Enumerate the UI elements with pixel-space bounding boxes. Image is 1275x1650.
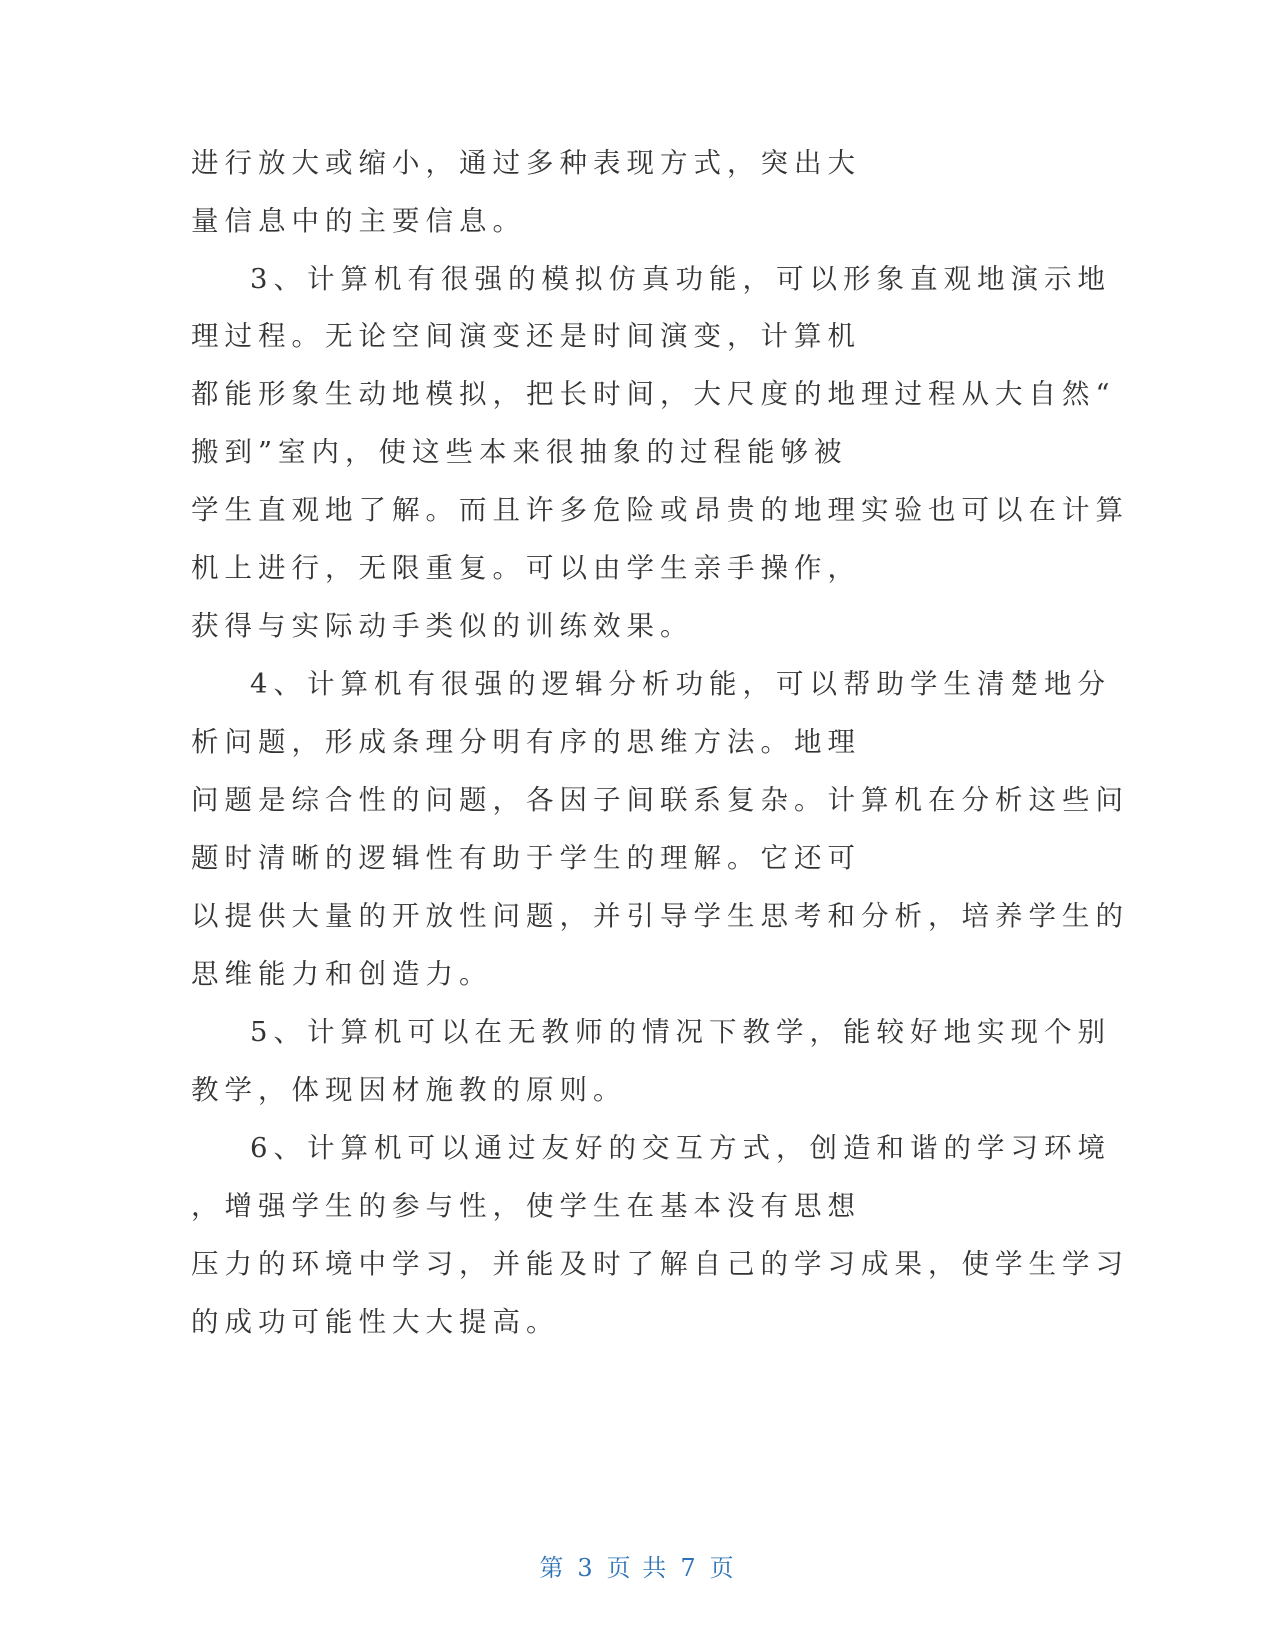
- text-line: 问题是综合性的问题，各因子间联系复杂。计算机在分析这些问: [191, 784, 1129, 816]
- paragraph-5-start: 5、计算机可以在无教师的情况下教学，能较好地实现个别: [250, 1016, 1111, 1048]
- text-line: 搬到”室内，使这些本来很抽象的过程能够被: [191, 436, 848, 468]
- paragraph-6-start: 6、计算机可以通过友好的交互方式，创造和谐的学习环境: [250, 1132, 1111, 1164]
- paragraph-3-start: 3、计算机有很强的模拟仿真功能，可以形象直观地演示地: [250, 263, 1111, 295]
- footer-middle: 页 共: [606, 1554, 669, 1582]
- text-line: 进行放大或缩小，通过多种表现方式，突出大: [191, 147, 861, 179]
- footer-total-pages: 7: [680, 1554, 698, 1582]
- text-line: 都能形象生动地模拟，把长时间，大尺度的地理过程从大自然“: [191, 378, 1116, 410]
- text-line: ，增强学生的参与性，使学生在基本没有思想: [191, 1190, 861, 1222]
- text-line: 的成功可能性大大提高。: [191, 1306, 560, 1338]
- page-footer: [0, 1548, 1275, 1583]
- text-line: 题时清晰的逻辑性有助于学生的理解。它还可: [191, 842, 861, 874]
- footer-current-page: 3: [577, 1554, 595, 1582]
- text-line: 学生直观地了解。而且许多危险或昂贵的地理实验也可以在计算: [191, 494, 1129, 526]
- text-line: 获得与实际动手类似的训练效果。: [191, 610, 694, 642]
- footer-suffix: 页: [709, 1554, 736, 1582]
- text-line: 量信息中的主要信息。: [191, 205, 526, 237]
- text-line: 析问题，形成条理分明有序的思维方法。地理: [191, 726, 861, 758]
- text-line: 教学，体现因材施教的原则。: [191, 1074, 627, 1106]
- text-line: 机上进行，无限重复。可以由学生亲手操作，: [191, 552, 861, 584]
- paragraph-4-start: 4、计算机有很强的逻辑分析功能，可以帮助学生清楚地分: [250, 668, 1111, 700]
- text-line: 以提供大量的开放性问题，并引导学生思考和分析，培养学生的: [191, 900, 1129, 932]
- text-line: 理过程。无论空间演变还是时间演变，计算机: [191, 320, 861, 352]
- text-line: 思维能力和创造力。: [191, 958, 493, 990]
- footer-prefix: 第: [539, 1554, 566, 1582]
- text-line: 压力的环境中学习，并能及时了解自己的学习成果，使学生学习: [191, 1248, 1129, 1280]
